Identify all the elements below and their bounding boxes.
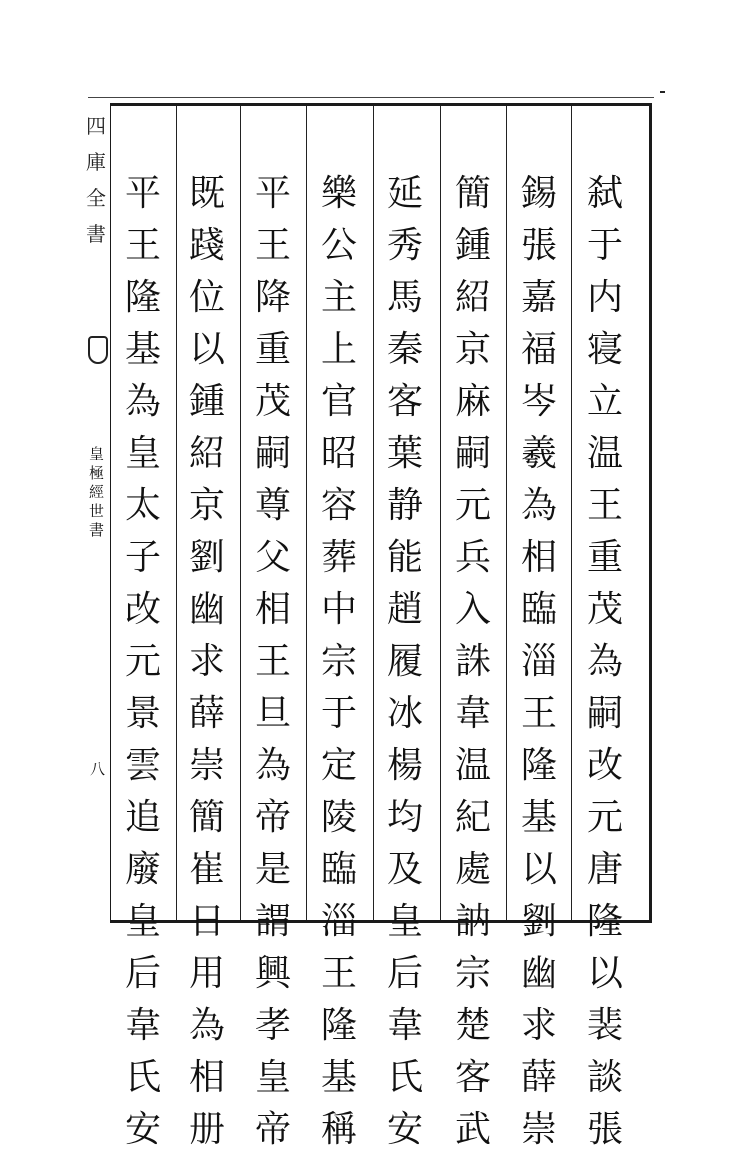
column-char: 求 bbox=[520, 1005, 557, 1046]
column-char: 定 bbox=[320, 745, 357, 786]
column-char: 以 bbox=[188, 329, 225, 370]
text-column-7 bbox=[185, 168, 229, 1156]
column-char: 謂 bbox=[254, 901, 291, 942]
column-char: 中 bbox=[320, 589, 357, 630]
column-char: 改 bbox=[586, 745, 623, 786]
column-char: 冰 bbox=[386, 693, 423, 734]
column-char: 入 bbox=[454, 589, 491, 630]
column-char: 楚 bbox=[454, 1005, 491, 1046]
gutter-book-title bbox=[89, 445, 104, 540]
book-title-char: 皇 bbox=[89, 445, 105, 463]
column-divider bbox=[373, 106, 374, 920]
column-char: 后 bbox=[124, 953, 161, 994]
column-char: 薛 bbox=[520, 1057, 557, 1098]
column-char: 淄 bbox=[320, 901, 357, 942]
column-char: 為 bbox=[586, 641, 623, 682]
column-char: 基 bbox=[124, 329, 161, 370]
column-char: 崇 bbox=[188, 745, 225, 786]
corner-mark bbox=[660, 91, 665, 93]
column-char: 后 bbox=[386, 953, 423, 994]
column-char: 静 bbox=[386, 485, 423, 526]
column-char: 元 bbox=[454, 485, 491, 526]
column-char: 容 bbox=[320, 485, 357, 526]
column-char: 元 bbox=[586, 797, 623, 838]
column-char: 立 bbox=[586, 381, 623, 422]
column-char: 客 bbox=[454, 1057, 491, 1098]
column-char: 均 bbox=[386, 797, 423, 838]
column-char: 崔 bbox=[188, 849, 225, 890]
column-divider bbox=[240, 106, 241, 920]
column-char: 元 bbox=[124, 641, 161, 682]
column-char: 兵 bbox=[454, 537, 491, 578]
column-char: 相 bbox=[254, 589, 291, 630]
column-char: 幽 bbox=[188, 589, 225, 630]
column-char: 為 bbox=[188, 1005, 225, 1046]
column-char: 位 bbox=[188, 277, 225, 318]
column-char: 茂 bbox=[254, 381, 291, 422]
column-char: 相 bbox=[188, 1057, 225, 1098]
column-divider bbox=[506, 106, 507, 920]
column-char: 處 bbox=[454, 849, 491, 890]
column-char: 景 bbox=[124, 693, 161, 734]
column-divider bbox=[571, 106, 572, 920]
text-column-3 bbox=[451, 168, 495, 1156]
text-column-6 bbox=[251, 168, 295, 1156]
column-char: 皇 bbox=[124, 433, 161, 474]
column-char: 弑 bbox=[586, 173, 623, 214]
column-char: 訥 bbox=[454, 901, 491, 942]
column-char: 基 bbox=[520, 797, 557, 838]
column-char: 稱 bbox=[320, 1109, 357, 1150]
column-char: 臨 bbox=[320, 849, 357, 890]
column-char: 隆 bbox=[586, 901, 623, 942]
text-column-8 bbox=[121, 168, 165, 1156]
column-char: 劉 bbox=[188, 537, 225, 578]
gutter-edge-char: 庫 bbox=[86, 150, 106, 174]
column-char: 以 bbox=[520, 849, 557, 890]
column-char: 平 bbox=[124, 173, 161, 214]
column-char: 紀 bbox=[454, 797, 491, 838]
column-char: 陵 bbox=[320, 797, 357, 838]
column-char: 昭 bbox=[320, 433, 357, 474]
column-char: 崇 bbox=[520, 1109, 557, 1150]
column-char: 趙 bbox=[386, 589, 423, 630]
column-char: 京 bbox=[454, 329, 491, 370]
column-char: 尊 bbox=[254, 485, 291, 526]
book-title-char: 書 bbox=[89, 521, 105, 539]
column-char: 嘉 bbox=[520, 277, 557, 318]
column-char: 王 bbox=[124, 225, 161, 266]
column-char: 薛 bbox=[188, 693, 225, 734]
column-divider bbox=[440, 106, 441, 920]
column-char: 踐 bbox=[188, 225, 225, 266]
column-char: 于 bbox=[320, 693, 357, 734]
text-column-5 bbox=[317, 168, 361, 1156]
column-char: 子 bbox=[124, 537, 161, 578]
column-char: 降 bbox=[254, 277, 291, 318]
column-char: 茂 bbox=[586, 589, 623, 630]
column-char: 鍾 bbox=[454, 225, 491, 266]
column-char: 履 bbox=[386, 641, 423, 682]
column-char: 嗣 bbox=[454, 433, 491, 474]
column-char: 安 bbox=[386, 1109, 423, 1150]
column-char: 簡 bbox=[454, 173, 491, 214]
column-char: 以 bbox=[586, 953, 623, 994]
column-char: 幽 bbox=[520, 953, 557, 994]
column-char: 相 bbox=[520, 537, 557, 578]
column-char: 岑 bbox=[520, 381, 557, 422]
column-char: 是 bbox=[254, 849, 291, 890]
column-char: 王 bbox=[254, 641, 291, 682]
text-column-4 bbox=[383, 168, 427, 1156]
column-char: 淄 bbox=[520, 641, 557, 682]
column-char: 馬 bbox=[386, 277, 423, 318]
fishtail-mark-icon bbox=[88, 336, 108, 364]
column-char: 為 bbox=[124, 381, 161, 422]
column-char: 氏 bbox=[124, 1057, 161, 1098]
top-rule bbox=[88, 97, 654, 98]
column-char: 臨 bbox=[520, 589, 557, 630]
column-char: 孝 bbox=[254, 1005, 291, 1046]
column-char: 能 bbox=[386, 537, 423, 578]
column-char: 日 bbox=[188, 901, 225, 942]
column-char: 基 bbox=[320, 1057, 357, 1098]
column-divider bbox=[176, 106, 177, 920]
book-title-char: 經 bbox=[89, 483, 105, 501]
text-column-2 bbox=[517, 168, 561, 1156]
column-char: 葉 bbox=[386, 433, 423, 474]
column-char: 既 bbox=[188, 173, 225, 214]
column-char: 樂 bbox=[320, 173, 357, 214]
column-char: 官 bbox=[320, 381, 357, 422]
column-char: 羲 bbox=[520, 433, 557, 474]
column-char: 雲 bbox=[124, 745, 161, 786]
column-char: 氏 bbox=[386, 1057, 423, 1098]
column-char: 紹 bbox=[188, 433, 225, 474]
column-char: 用 bbox=[188, 953, 225, 994]
column-char: 麻 bbox=[454, 381, 491, 422]
column-char: 父 bbox=[254, 537, 291, 578]
column-char: 韋 bbox=[454, 693, 491, 734]
column-divider bbox=[306, 106, 307, 920]
column-char: 温 bbox=[454, 745, 491, 786]
gutter-edge-text bbox=[86, 108, 106, 252]
column-char: 隆 bbox=[320, 1005, 357, 1046]
column-char: 宗 bbox=[454, 953, 491, 994]
column-char: 重 bbox=[586, 537, 623, 578]
column-char: 簡 bbox=[188, 797, 225, 838]
column-char: 裴 bbox=[586, 1005, 623, 1046]
column-char: 張 bbox=[586, 1109, 623, 1150]
column-char: 王 bbox=[254, 225, 291, 266]
column-char: 劉 bbox=[520, 901, 557, 942]
column-char: 為 bbox=[520, 485, 557, 526]
column-char: 廢 bbox=[124, 849, 161, 890]
column-char: 寝 bbox=[586, 329, 623, 370]
column-char: 客 bbox=[386, 381, 423, 422]
gutter-edge-char: 四 bbox=[86, 114, 106, 138]
column-char: 秀 bbox=[386, 225, 423, 266]
column-char: 皇 bbox=[254, 1057, 291, 1098]
column-char: 紹 bbox=[454, 277, 491, 318]
column-char: 誅 bbox=[454, 641, 491, 682]
column-char: 于 bbox=[586, 225, 623, 266]
column-char: 帝 bbox=[254, 1109, 291, 1150]
column-char: 張 bbox=[520, 225, 557, 266]
column-char: 談 bbox=[586, 1057, 623, 1098]
book-title-char: 世 bbox=[89, 502, 105, 520]
column-char: 帝 bbox=[254, 797, 291, 838]
column-char: 京 bbox=[188, 485, 225, 526]
column-char: 改 bbox=[124, 589, 161, 630]
column-char: 内 bbox=[586, 277, 623, 318]
column-char: 韋 bbox=[386, 1005, 423, 1046]
column-char: 及 bbox=[386, 849, 423, 890]
text-column-1 bbox=[583, 168, 627, 1156]
column-char: 平 bbox=[254, 173, 291, 214]
column-char: 隆 bbox=[124, 277, 161, 318]
book-title-char: 極 bbox=[89, 464, 105, 482]
column-char: 楊 bbox=[386, 745, 423, 786]
column-char: 秦 bbox=[386, 329, 423, 370]
column-char: 王 bbox=[320, 953, 357, 994]
column-char: 皇 bbox=[386, 901, 423, 942]
column-char: 福 bbox=[520, 329, 557, 370]
column-char: 武 bbox=[454, 1109, 491, 1150]
column-char: 上 bbox=[320, 329, 357, 370]
column-char: 嗣 bbox=[586, 693, 623, 734]
column-char: 主 bbox=[320, 277, 357, 318]
gutter-edge-char: 書 bbox=[86, 222, 106, 246]
column-char: 嗣 bbox=[254, 433, 291, 474]
column-char: 鍾 bbox=[188, 381, 225, 422]
gutter-page-number: 八 bbox=[90, 760, 106, 778]
column-char: 王 bbox=[586, 485, 623, 526]
column-char: 為 bbox=[254, 745, 291, 786]
column-char: 温 bbox=[586, 433, 623, 474]
column-char: 宗 bbox=[320, 641, 357, 682]
column-char: 公 bbox=[320, 225, 357, 266]
column-char: 隆 bbox=[520, 745, 557, 786]
column-char: 安 bbox=[124, 1109, 161, 1150]
column-char: 皇 bbox=[124, 901, 161, 942]
column-char: 旦 bbox=[254, 693, 291, 734]
column-char: 錫 bbox=[520, 173, 557, 214]
column-char: 唐 bbox=[586, 849, 623, 890]
column-char: 延 bbox=[386, 173, 423, 214]
gutter-edge-char: 全 bbox=[86, 186, 106, 210]
column-char: 册 bbox=[188, 1109, 225, 1150]
column-char: 葬 bbox=[320, 537, 357, 578]
column-char: 太 bbox=[124, 485, 161, 526]
column-char: 韋 bbox=[124, 1005, 161, 1046]
column-char: 追 bbox=[124, 797, 161, 838]
column-char: 重 bbox=[254, 329, 291, 370]
column-char: 王 bbox=[520, 693, 557, 734]
column-char: 求 bbox=[188, 641, 225, 682]
column-char: 興 bbox=[254, 953, 291, 994]
